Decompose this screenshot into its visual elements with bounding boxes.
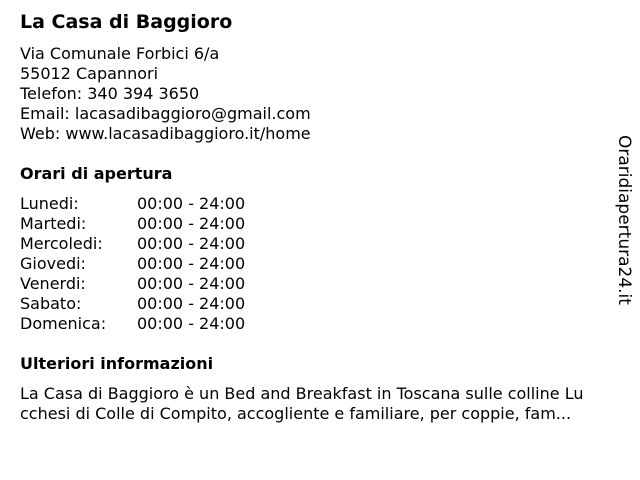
hours-time: 00:00 - 24:00 <box>137 254 246 273</box>
opening-hours-table <box>20 194 245 334</box>
additional-info-heading: Ulteriori informazioni <box>20 354 214 373</box>
phone-number: Telefon: 340 394 3650 <box>20 84 200 103</box>
hours-row-friday <box>20 274 245 294</box>
address-block <box>20 44 311 144</box>
description-line: La Casa di Baggioro è un Bed and Breakfast in Toscana sulle colline Lu <box>20 384 584 403</box>
hours-day: Mercoledi: <box>20 234 103 253</box>
email-address: Email: lacasadibaggioro@gmail.com <box>20 104 311 123</box>
business-description <box>20 384 632 424</box>
hours-day: Venerdi: <box>20 274 86 293</box>
hours-time: 00:00 - 24:00 <box>137 314 246 333</box>
hours-row-monday <box>20 194 245 214</box>
hours-time: 00:00 - 24:00 <box>137 234 246 253</box>
opening-hours-heading: Orari di apertura <box>20 164 173 183</box>
hours-day: Lunedi: <box>20 194 79 213</box>
hours-row-thursday <box>20 254 245 274</box>
hours-time: 00:00 - 24:00 <box>137 274 246 293</box>
hours-day: Sabato: <box>20 294 82 313</box>
hours-row-tuesday <box>20 214 245 234</box>
hours-day: Domenica: <box>20 314 107 333</box>
site-watermark: Oraridiapertura24.it <box>614 135 634 305</box>
hours-time: 00:00 - 24:00 <box>137 294 246 313</box>
hours-time: 00:00 - 24:00 <box>137 194 246 213</box>
website-address: Web: www.lacasadibaggioro.it/home <box>20 124 311 143</box>
street-address: Via Comunale Forbici 6/a <box>20 44 220 63</box>
hours-day: Giovedi: <box>20 254 86 273</box>
hours-time: 00:00 - 24:00 <box>137 214 246 233</box>
hours-row-sunday <box>20 314 245 334</box>
description-line: cchesi di Colle di Compito, accogliente e familiare, per coppie, fam... <box>20 404 572 423</box>
hours-row-wednesday <box>20 234 245 254</box>
business-name: La Casa di Baggioro <box>20 11 233 33</box>
hours-day: Martedi: <box>20 214 87 233</box>
hours-row-saturday <box>20 294 245 314</box>
postal-city: 55012 Capannori <box>20 64 159 83</box>
